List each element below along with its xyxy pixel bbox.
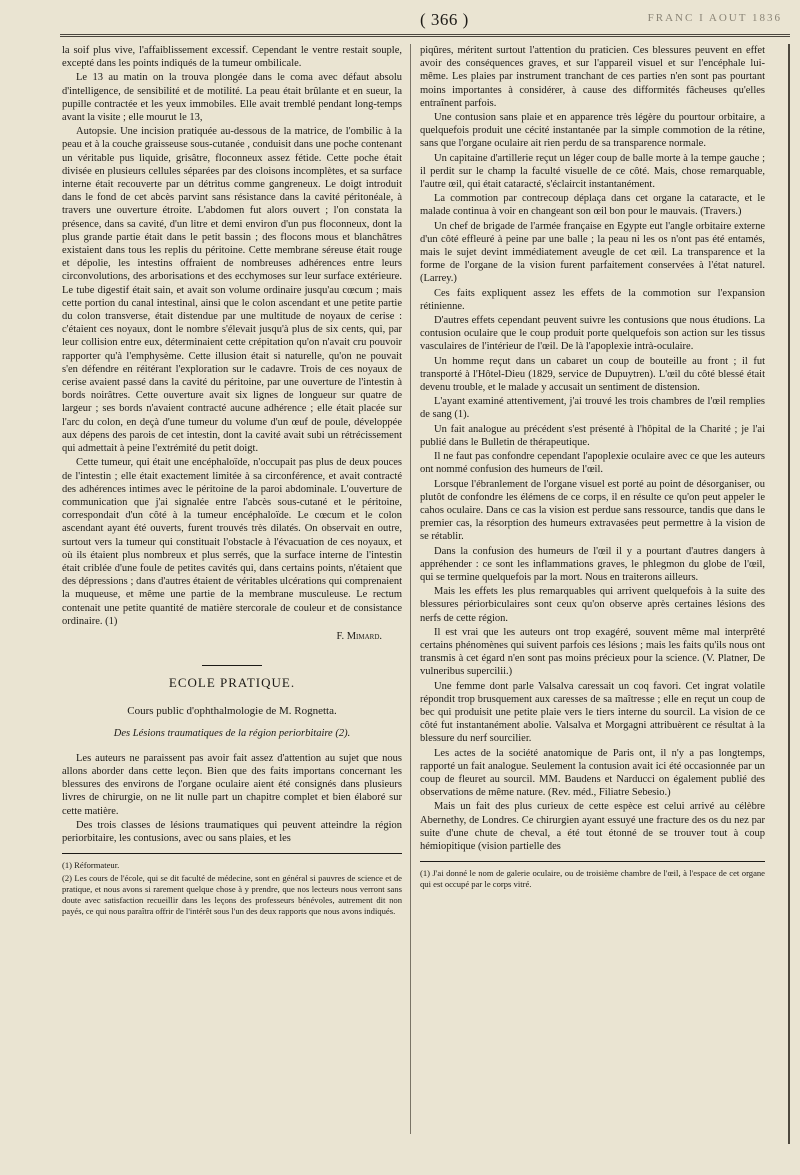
paragraph: Cette tumeur, qui était une encéphaloïde, n'occupait pas plus de deux pouces de l'intestin ; elle était exactement limitée à sa circonférence, et avait contracté des adhérences intimes avec le péritoine de la paroi abdominale. L'ouverture de communication que j'ai signalée entre l'abcès sous-cutané et le péritoine, correspondait d'un côté à la tumeur encéphaloïde. Le cœcum et le colon ascendant ayant été ouverts, furent trouvés très dilatés. On observait en outre, surtout vers la tumeur qui constituait l'obstacle à l'évacuation de ces noyaux, et où ils étaient plus nombreux et plus serrés, que la surface interne de l'intestin était criblée d'une foule de petites cavités qui, dans certains points, n'étaient que des dépressions ; dans d'autres étaient de véritables ulcérations qui comprenaient la muqueuse, et même une partie de la membrane musculeuse. Le rectum contenait une petite quantité de matière stercorale de couleur et de consistance ordinaire. (1) (62, 457, 402, 627)
lecture-title: Cours public d'ophthalmologie de M. Rognetta. (127, 705, 337, 718)
subject-title: Des Lésions traumatiques de la région periorbitaire (2). (113, 727, 351, 739)
paragraph: Une femme dont parle Valsalva caressait un coq favori. Cet ingrat volatile répondit trop brusquement aux caresses de sa maîtresse ; elle en reçut un coup de bec qui produisit une petite plaie vers le tiers interne du sourcil. La vision de ce côté fut instantanément abolie. Valsalva et Morgagni attribuèrent ce résultat à la blessure du nerf sourcilier. (420, 680, 765, 745)
paragraph: Le 13 au matin on la trouva plongée dans le coma avec défaut absolu d'intelligence, de sensibilité et de motilité. La peau était brûlante et en sueur, la pupille contractée et les yeux immobiles. Elle avait tremblé pendant long-temps avant la visite ; elle mourut le 13, (62, 72, 402, 124)
paragraph: D'autres effets cependant peuvent suivre les contusions que nous étudions. La contusion oculaire que le coup produit porte quelquefois son action sur les tissus vasculaires de l'intérieur de l'œil. De là l'apoplexie intrà-oculaire. (420, 315, 765, 353)
footnote: (2) Les cours de l'école, qui se dit faculté de médecine, sont en général si pauvres de science et de pratique, et nous avons si rarement quelque chose à y prendre, que nos lecteurs nous verront sans doute avec satisfaction recueillir dans les leçons des professeurs bénévoles, autrement dit non payés, ce qui nous paraîtra offrir de l'intérêt sous l'un des deux rapports que nous avons indiqués. (62, 873, 402, 917)
paragraph: Des trois classes de lésions traumatiques qui peuvent atteindre la région periorbitaire, les contusions, avec ou sans plaies, et les (62, 819, 402, 844)
paragraph: Un fait analogue au précédent s'est présenté à l'hôpital de la Charité ; je l'ai publié dans le Bulletin de thérapeutique. (420, 423, 765, 448)
paragraph: Dans la confusion des humeurs de l'œil il y a pourtant d'autres dangers à appréhender : ce sont les inflammations graves, le phlegmon du globe de l'œil, qui se termine quelquefois par la mort. Nous en traiterons ailleurs. (420, 545, 765, 583)
page-edge (788, 44, 790, 1144)
section-rule (202, 665, 262, 666)
paragraph: Un homme reçut dans un cabaret un coup de bouteille au front ; il fut transporté à l'Hôtel-Dieu (1829, service de Dupuytren). L'œil du côté blessé était devenu trouble, et le malade y accusait un sentiment de distension. (420, 355, 765, 394)
page-header (60, 8, 790, 37)
paragraph: Un chef de brigade de l'armée française en Egypte eut l'angle orbitaire externe d'un côté effleuré à peine par une balle ; la peau ni les os n'ont pas été entamés, mais le sujet devint immédiatement aveugle de cet œil. La transparence et la forme de l'organe de la vision furent parfaitement conservées à l'état naturel. (Larrey.) (420, 220, 765, 285)
paragraph: Les actes de la société anatomique de Paris ont, il n'y a pas longtemps, rapporté un fait analogue. Seulement la contusion avait ici été occasionnée par un coup de fleuret au sourcil. MM. Baudens et Narducci on également publié des observations de même nature. (Rev. méd., Filiatre Sebesio.) (420, 747, 765, 799)
left-column (62, 44, 402, 919)
paragraph: Autopsie. Une incision pratiquée au-dessous de la matrice, de l'ombilic à la peau et à la couche graisseuse sous-cutanée , conduisit dans une poche contenant un véritable pus liquide, grisâtre, floconneux assez fétide. Cette poche était divisée en plusieurs cellules séparées par des cloisons incomplètes, et sa surface interne était recouverte par un détritus comme gangreneux. Le doigt introduit dans le fond de cet abcès parvint sans résistance dans la cavité péritonéale, à travers une ouverture étroite. L'abdomen fut alors ouvert ; l'on constata la présence, dans sa cavité, d'un litre et demi environ d'un pus floconneux, dont la plus grande partie était dans le petit bassin ; des flocons mous et blanchâtres existaient dans tous les replis du péritoine. Cette membrane séreuse était rouge et dépolie, les intestins offraient de nombreuses adhérences entre leurs circonvolutions, des arborisations et des ecchymoses sur leur surface extérieure. Le tube digestif était sain, et avait son volume ordinaire jusqu'au cœcum ; mais cette portion du canal intestinal, ainsi que le colon ascendant et une petite partie du colon transverse, était distendue par une multitude de noyaux de cerise : c'étaient ces noyaux, dont le nombre s'élevait jusqu'à plus de six cents, qui, par leur collision entre eux, déterminaient cette crépitation qu'on n'avait cru pouvoir rapporter qu'à l'emphysème. Cette illusion était si naturelle, qu'on ne pouvait s'en défendre en réitérant l'exploration sur le cadavre. Trois de ces noyaux de cerise avaient passé dans la cavité du péritoine, par une ouverture de l'intestin à bords noirâtres. Cette ouverture avait six lignes de longueur sur quatre de largeur ; ses bords n'avaient contracté aucune adhérence ; elle était placée sur l'arc du colon, en deçà d'une tumeur du volume d'un œuf de poule, développée aux dépens des parois de cet intestin, dont la cavité avait subi un rétrécissement qui admettait à peine l'extrémité du petit doigt. (62, 126, 402, 455)
footnote: (1) Réformateur. (62, 860, 120, 871)
paragraph: Les auteurs ne paraissent pas avoir fait assez d'attention au sujet que nous allons aborder dans cette leçon. Bien que des faits importans concernant les blessures des environs de l'organe oculaire aient été consignés dans plusieurs livres de chirurgie, on ne lit nulle part un chapitre complet et bien élaboré sur cette matière. (62, 752, 402, 817)
paragraph: piqûres, méritent surtout l'attention du praticien. Ces blessures peuvent en effet avoir des conséquences graves, et sur l'appareil visuel et sur l'encéphale lui-même. Les plaies par instrument tranchant de ces parties n'en sont pas pourtant moins importantes à considérer, à cause des difformités fâcheuses qu'elles entraînent parfois. (420, 45, 765, 109)
footnote-rule (62, 853, 402, 854)
footnote-rule (420, 861, 765, 862)
page-number: ( 366 ) (420, 10, 469, 29)
paragraph: Ces faits expliquent assez les effets de la commotion sur l'expansion rétinienne. (420, 287, 765, 312)
author-signature: F. Mimard. (336, 630, 382, 642)
paragraph: La commotion par contrecoup déplaça dans cet organe la cataracte, et le malade continua à voir en changeant son œil bon pour le mauvais. (Travers.) (420, 193, 765, 218)
footnote: (1) J'ai donné le nom de galerie oculaire, ou de troisième chambre de l'œil, à l'espace de cet organe qui est occupé par le corps vitré. (420, 868, 765, 890)
section-title: ECOLE PRATIQUE. (168, 675, 296, 691)
library-stamp: FRANC I AOUT 1836 (647, 12, 782, 24)
paragraph: Il est vrai que les auteurs ont trop exagéré, souvent même mal interprêté certains phénomènes qui suivent parfois ces lésions ; mais les faits qu'ils nous ont transmis à cet égard n'en sont pas moins précieux pour la science. (V. Platner, De vulneribus supercilii.) (420, 626, 765, 678)
right-column (420, 44, 765, 892)
paragraph: Mais un fait des plus curieux de cette espèce est celui arrivé au célèbre Abernethy, de Londres. Ce chirurgien ayant essuyé une fracture des os du nez par suite d'une chute de cheval, a été tout étonné de se trouver tout à coup hémiopitique (vision partielle des (420, 801, 765, 852)
paragraph: la soif plus vive, l'affaiblissement excessif. Cependant le ventre restait souple, excepté dans les points indiqués de la tumeur ombilicale. (62, 45, 402, 70)
paragraph: Un capitaine d'artillerie reçut un léger coup de balle morte à la tempe gauche ; il perdit sur le champ la faculté visuelle de ce côté. Mais, chose remarquable, l'autre œil, qui était cataracté, s'éclaircit instantanément. (420, 152, 765, 191)
footnotes-left (62, 860, 402, 917)
paragraph: Lorsque l'ébranlement de l'organe visuel est porté au point de désorganiser, ou plutôt de confondre les élémens de ce corps, il en résulte ce qu'on peut appeler le cahos oculaire. Dans ce cas la vision est perdue sans ressource, tandis que dans le premier cas, la résorption des humeurs extravasées peut permettre à la vision de se rétablir. (420, 478, 765, 543)
column-divider (410, 44, 411, 1134)
paragraph: L'ayant examiné attentivement, j'ai trouvé les trois chambres de l'œil remplies de sang (1). (420, 396, 765, 421)
paragraph: Il ne faut pas confondre cependant l'apoplexie oculaire avec ce que les auteurs ont nommé confusion des humeurs de l'œil. (420, 451, 765, 476)
paragraph: Une contusion sans plaie et en apparence très légère du pourtour orbitaire, a quelquefois produit une cécité instantanée par la simple commotion de la rétine, sans que l'organe oculaire ait rien perdu de sa transparence normale. (420, 112, 765, 150)
paragraph: Mais les effets les plus remarquables qui arrivent quelquefois à la suite des blessures périorbiculaires sont ceux qu'on observe après certaines lésions des nerfs de cette région. (420, 586, 765, 624)
footnotes-right (420, 868, 765, 890)
